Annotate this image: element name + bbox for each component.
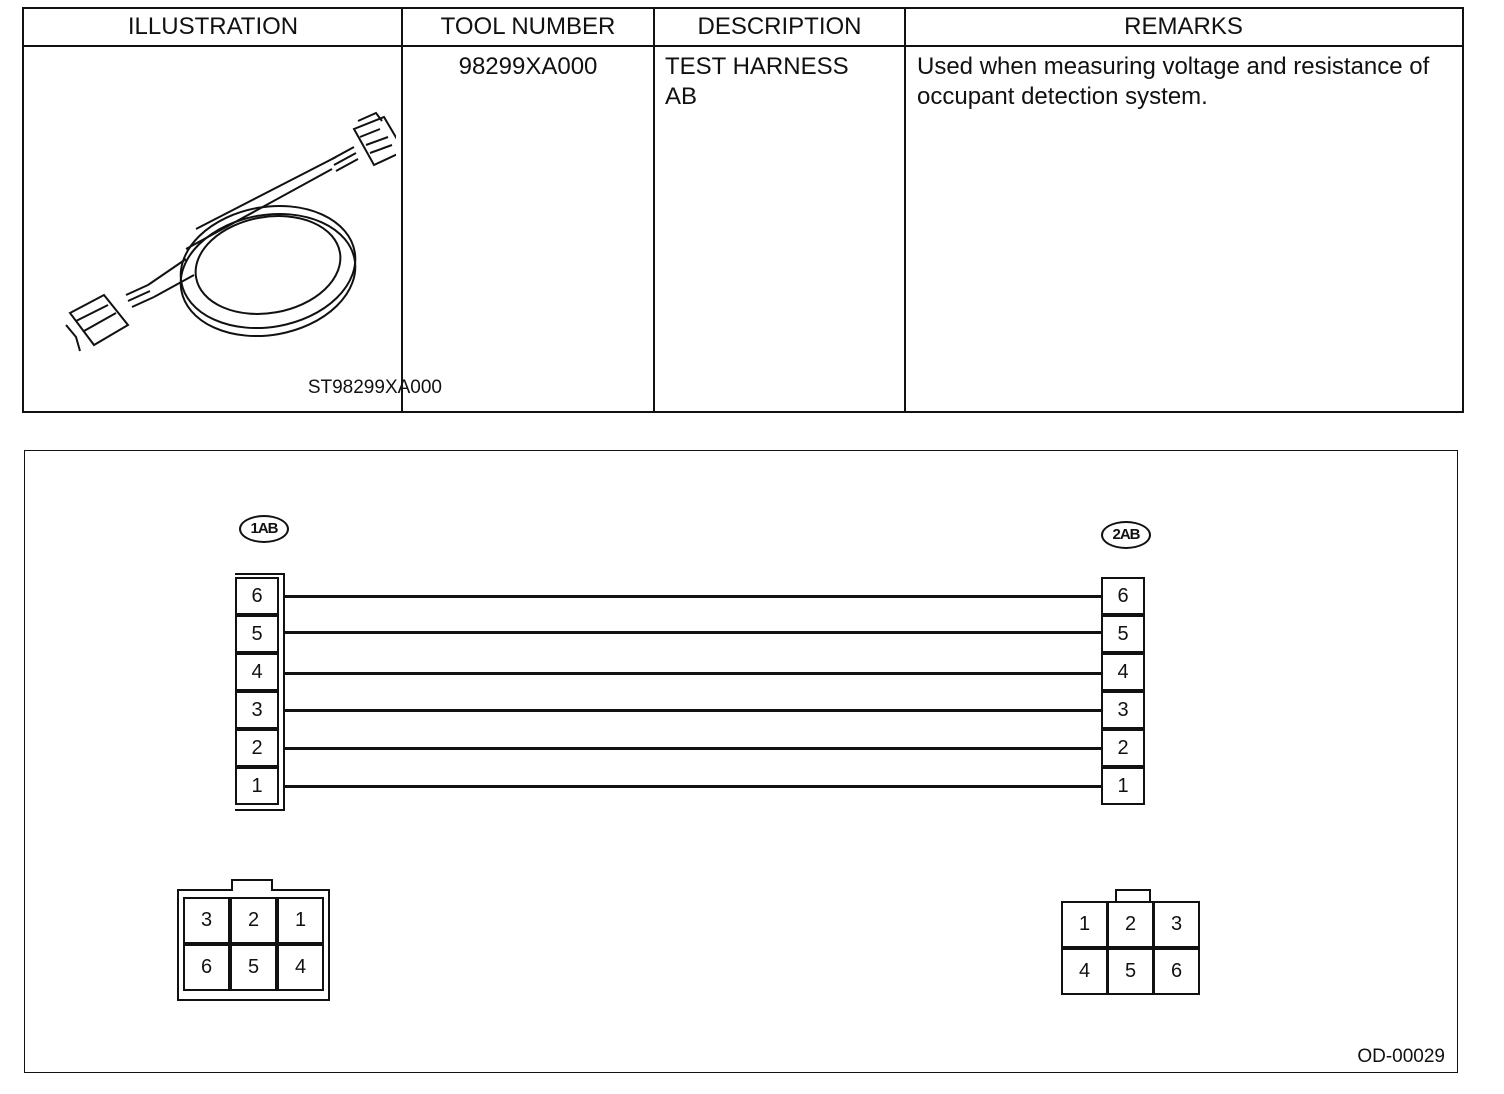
face-pin: 1 [277, 897, 324, 944]
face-pin: 5 [1107, 948, 1154, 995]
wire-pin-4 [285, 672, 1101, 675]
wire-pin-1 [285, 785, 1101, 788]
description-line-1: TEST HARNESS [665, 53, 849, 80]
pin-label: 2 [235, 729, 279, 767]
face-pin: 1 [1061, 901, 1108, 948]
tool-number-value: 98299XA000 [458, 53, 598, 80]
description-line-2: AB [665, 83, 698, 110]
pin-label: 4 [235, 653, 279, 691]
header-remarks: REMARKS [905, 9, 1462, 47]
face-pin: 5 [230, 944, 277, 991]
wire-pin-5 [285, 631, 1101, 634]
connector-label-2ab: 2AB [1101, 521, 1151, 549]
wire-pin-3 [285, 709, 1101, 712]
pin-label: 3 [1101, 691, 1145, 729]
pin-label: 1 [235, 767, 279, 805]
harness-wiring-diagram [24, 450, 1458, 1073]
pin-label: 3 [235, 691, 279, 729]
pin-label: 5 [235, 615, 279, 653]
connector-label-1ab: 1AB [239, 515, 289, 543]
wire-pin-2 [285, 747, 1101, 750]
face-pin: 3 [183, 897, 230, 944]
column-divider [904, 9, 906, 411]
pin-label: 6 [235, 577, 279, 615]
connector-1ab-pin-column [235, 577, 279, 807]
face-pin: 6 [183, 944, 230, 991]
face-pin: 2 [230, 897, 277, 944]
wire-pin-6 [285, 595, 1101, 598]
harness-illustration [36, 99, 396, 369]
face-pin: 6 [1153, 948, 1200, 995]
face-pin: 2 [1107, 901, 1154, 948]
header-tool-number: TOOL NUMBER [402, 9, 654, 47]
remarks-value: Used when measuring voltage and resistance of occupant detection system. [917, 53, 1430, 110]
pin-label: 4 [1101, 653, 1145, 691]
header-description: DESCRIPTION [654, 9, 905, 47]
face-pin: 4 [1061, 948, 1108, 995]
connector-2ab-face [1061, 901, 1203, 998]
connector-2ab-pin-column [1101, 577, 1145, 807]
pin-label: 2 [1101, 729, 1145, 767]
header-illustration: ILLUSTRATION [24, 9, 402, 47]
figure-code: OD-00029 [1357, 1046, 1445, 1067]
pin-label: 1 [1101, 767, 1145, 805]
special-tool-table [22, 7, 1464, 413]
illustration-code: ST98299XA000 [307, 377, 442, 398]
pin-label: 5 [1101, 615, 1145, 653]
connector-1ab-face [177, 889, 330, 1001]
face-pin: 4 [277, 944, 324, 991]
face-pin: 3 [1153, 901, 1200, 948]
pin-label: 6 [1101, 577, 1145, 615]
